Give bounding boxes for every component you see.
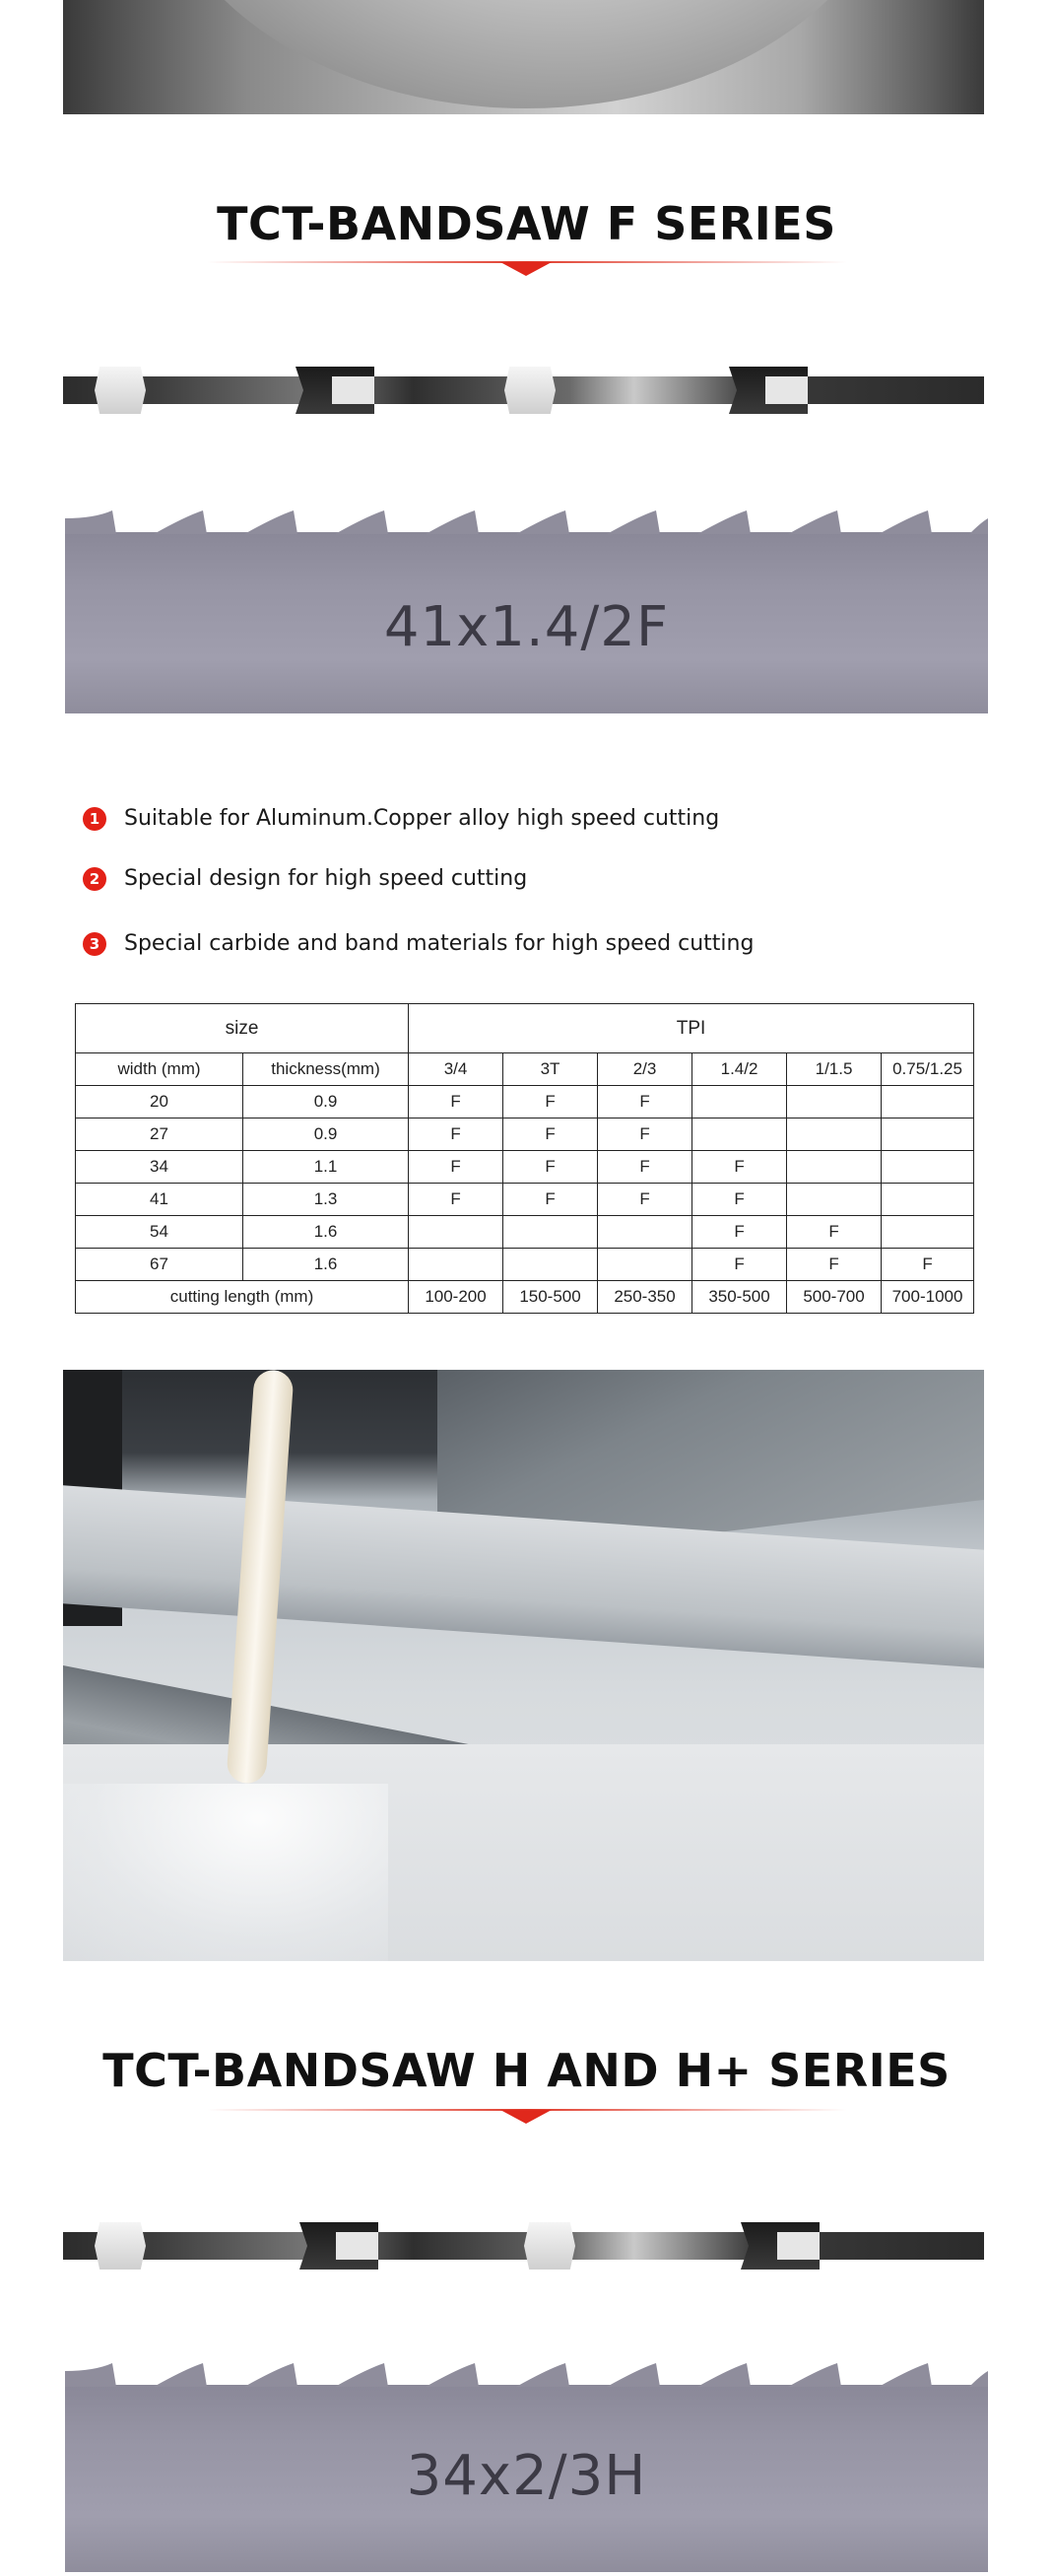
column-header: width (mm) — [76, 1053, 243, 1086]
table-cell: F — [409, 1086, 503, 1119]
table-cell: 1.3 — [243, 1184, 409, 1216]
feature-text: Special design for high speed cutting — [124, 866, 528, 891]
table-cell: 100-200 — [409, 1281, 503, 1314]
tooth-dark — [296, 367, 374, 414]
tooth-light — [95, 367, 146, 414]
feature-text: Special carbide and band materials for high speed cutting — [124, 931, 755, 956]
table-cell — [409, 1249, 503, 1281]
table-group-header-row — [76, 1004, 974, 1053]
table-header-tpi: TPI — [409, 1004, 974, 1053]
column-header: 1/1.5 — [787, 1053, 882, 1086]
table-cell: F — [503, 1184, 598, 1216]
table-cell — [882, 1151, 974, 1184]
feature-number-badge: 1 — [83, 807, 106, 831]
blade-model-label: 41x1.4/2F — [383, 595, 670, 659]
table-row — [76, 1216, 974, 1249]
table-row — [76, 1184, 974, 1216]
table-cell: 20 — [76, 1086, 243, 1119]
spec-table — [75, 1003, 974, 1314]
table-row — [76, 1119, 974, 1151]
section-title-f-series: TCT-BANDSAW F SERIES — [217, 197, 836, 250]
title-arrow-icon — [500, 2110, 552, 2124]
table-cell: 67 — [76, 1249, 243, 1281]
feature-item — [83, 931, 754, 956]
table-cell: 500-700 — [787, 1281, 882, 1314]
table-row — [76, 1151, 974, 1184]
blade-teeth-icon — [65, 2363, 988, 2387]
table-cell: F — [692, 1151, 787, 1184]
column-header: thickness(mm) — [243, 1053, 409, 1086]
table-cell — [692, 1086, 787, 1119]
blade-teeth-icon — [65, 510, 988, 534]
table-cell: F — [787, 1216, 882, 1249]
table-cell: F — [598, 1086, 692, 1119]
table-cell: F — [503, 1151, 598, 1184]
table-cell: 34 — [76, 1151, 243, 1184]
table-cell: 350-500 — [692, 1281, 787, 1314]
column-header: 0.75/1.25 — [882, 1053, 974, 1086]
table-cell — [882, 1216, 974, 1249]
table-row — [76, 1249, 974, 1281]
tooth-dark — [729, 367, 808, 414]
table-cell: F — [409, 1184, 503, 1216]
tooth-light — [504, 367, 556, 414]
table-column-header-row — [76, 1053, 974, 1086]
table-cell — [882, 1086, 974, 1119]
table-cell — [787, 1151, 882, 1184]
table-cell: F — [882, 1249, 974, 1281]
table-cell — [598, 1249, 692, 1281]
table-cell: F — [787, 1249, 882, 1281]
table-cell: F — [692, 1184, 787, 1216]
feature-item — [83, 806, 719, 831]
footer-label: cutting length (mm) — [76, 1281, 409, 1314]
table-cell — [787, 1184, 882, 1216]
tooth-light — [95, 2222, 146, 2270]
tooth-profile-strip — [63, 2232, 984, 2260]
table-cell: F — [598, 1184, 692, 1216]
table-cell: 41 — [76, 1184, 243, 1216]
table-cell — [503, 1249, 598, 1281]
table-cell — [409, 1216, 503, 1249]
table-cell — [882, 1119, 974, 1151]
feature-item — [83, 866, 527, 891]
feature-number-badge: 3 — [83, 932, 106, 956]
saw-disc-photo — [152, 0, 900, 108]
table-cell: 0.9 — [243, 1119, 409, 1151]
blade-image-f — [65, 532, 988, 713]
table-row — [76, 1086, 974, 1119]
table-cell: F — [409, 1119, 503, 1151]
cutting-coolant-photo — [63, 1370, 984, 1961]
column-header: 3/4 — [409, 1053, 503, 1086]
table-cell — [787, 1086, 882, 1119]
table-cell: 1.1 — [243, 1151, 409, 1184]
tooth-dark — [741, 2222, 820, 2270]
table-cell — [692, 1119, 787, 1151]
blade-model-label: 34x2/3H — [406, 2444, 647, 2508]
table-cell: 150-500 — [503, 1281, 598, 1314]
top-product-photo — [63, 0, 984, 114]
table-cell: 1.6 — [243, 1216, 409, 1249]
feature-number-badge: 2 — [83, 867, 106, 891]
column-header: 1.4/2 — [692, 1053, 787, 1086]
table-cell: 54 — [76, 1216, 243, 1249]
table-cell: F — [598, 1119, 692, 1151]
blade-image-h — [65, 2385, 988, 2572]
table-cell: F — [503, 1119, 598, 1151]
table-cell: F — [409, 1151, 503, 1184]
tooth-light — [524, 2222, 575, 2270]
table-cell: 1.6 — [243, 1249, 409, 1281]
table-cell: 27 — [76, 1119, 243, 1151]
table-cell: F — [598, 1151, 692, 1184]
coolant-splash-photo — [63, 1784, 388, 1961]
table-cell — [787, 1119, 882, 1151]
title-arrow-icon — [500, 262, 552, 276]
table-cell — [882, 1184, 974, 1216]
table-footer-row — [76, 1281, 974, 1314]
table-cell: F — [503, 1086, 598, 1119]
tooth-dark — [299, 2222, 378, 2270]
table-cell: F — [692, 1216, 787, 1249]
table-cell — [598, 1216, 692, 1249]
table-cell: 0.9 — [243, 1086, 409, 1119]
tooth-profile-strip — [63, 376, 984, 404]
table-cell: 250-350 — [598, 1281, 692, 1314]
table-cell: 700-1000 — [882, 1281, 974, 1314]
table-cell — [503, 1216, 598, 1249]
section-title-h-series: TCT-BANDSAW H AND H+ SERIES — [102, 2044, 951, 2097]
column-header: 2/3 — [598, 1053, 692, 1086]
table-cell: F — [692, 1249, 787, 1281]
feature-text: Suitable for Aluminum.Copper alloy high speed cutting — [124, 806, 720, 831]
column-header: 3T — [503, 1053, 598, 1086]
table-header-size: size — [76, 1004, 409, 1053]
